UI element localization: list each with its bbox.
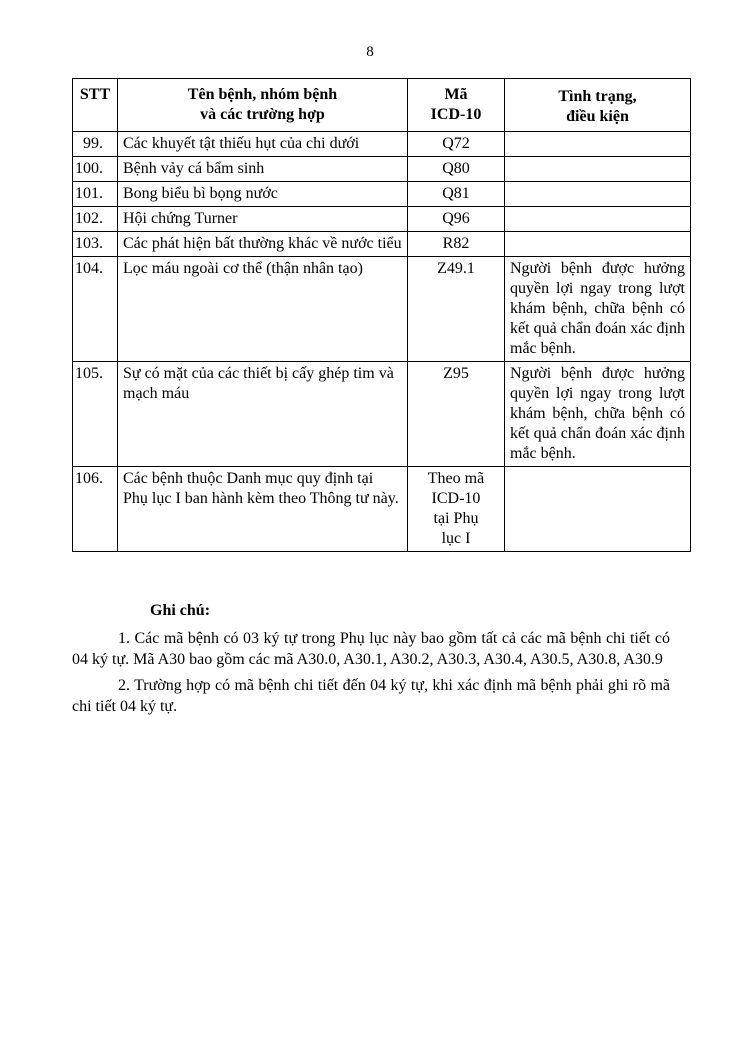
row-disease-name: Các khuyết tật thiếu hụt của chi dưới bbox=[118, 132, 408, 157]
table-row bbox=[73, 467, 691, 552]
row-disease-name: Các bệnh thuộc Danh mục quy định tại Phụ lục I ban hành kèm theo Thông tư này. bbox=[118, 467, 408, 552]
table-row bbox=[73, 132, 691, 157]
row-icd-code: Q81 bbox=[408, 182, 505, 207]
table-row bbox=[73, 182, 691, 207]
header-name: Tên bệnh, nhóm bệnh và các trường hợp bbox=[118, 79, 408, 132]
row-condition: Người bệnh được hưởng quyền lợi ngay trong lượt khám bệnh, chữa bệnh có kết quả chẩn đoán xác định mắc bệnh. bbox=[505, 362, 691, 467]
row-stt: 105. bbox=[73, 362, 118, 467]
row-condition bbox=[505, 157, 691, 182]
row-stt: 100. bbox=[73, 157, 118, 182]
table-row bbox=[73, 207, 691, 232]
row-condition bbox=[505, 467, 691, 552]
row-disease-name: Các phát hiện bất thường khác về nước tiểu bbox=[118, 232, 408, 257]
table-row bbox=[73, 157, 691, 182]
row-disease-name: Hội chứng Turner bbox=[118, 207, 408, 232]
row-disease-name: Lọc máu ngoài cơ thể (thận nhân tạo) bbox=[118, 257, 408, 362]
row-stt: 104. bbox=[73, 257, 118, 362]
row-disease-name: Bong biểu bì bọng nước bbox=[118, 182, 408, 207]
row-icd-code: Q96 bbox=[408, 207, 505, 232]
row-stt: 99. bbox=[73, 132, 118, 157]
notes-title: Ghi chú: bbox=[150, 602, 211, 619]
row-icd-code: Z95 bbox=[408, 362, 505, 467]
row-icd-code: R82 bbox=[408, 232, 505, 257]
row-stt: 102. bbox=[73, 207, 118, 232]
table-row bbox=[73, 232, 691, 257]
header-code: Mã ICD-10 bbox=[408, 79, 505, 132]
table-row bbox=[73, 257, 691, 362]
row-disease-name: Bệnh vảy cá bẩm sinh bbox=[118, 157, 408, 182]
notes-section bbox=[72, 600, 670, 722]
row-icd-code: Q80 bbox=[408, 157, 505, 182]
header-stt: STT bbox=[73, 79, 118, 132]
row-condition: Người bệnh được hưởng quyền lợi ngay trong lượt khám bệnh, chữa bệnh có kết quả chẩn đoán xác định mắc bệnh. bbox=[505, 257, 691, 362]
row-icd-code: Theo mã ICD-10 tại Phụ lục I bbox=[408, 467, 505, 552]
disease-table bbox=[72, 78, 691, 552]
row-disease-name: Sự có mặt của các thiết bị cấy ghép tim và mạch máu bbox=[118, 362, 408, 467]
table-row bbox=[73, 362, 691, 467]
row-condition bbox=[505, 207, 691, 232]
row-stt: 103. bbox=[73, 232, 118, 257]
row-condition bbox=[505, 132, 691, 157]
page-number: 8 bbox=[366, 44, 374, 60]
row-icd-code: Z49.1 bbox=[408, 257, 505, 362]
row-condition bbox=[505, 232, 691, 257]
row-condition bbox=[505, 182, 691, 207]
header-condition: Tình trạng, điều kiện bbox=[505, 79, 691, 132]
table-header-row bbox=[73, 79, 691, 132]
row-icd-code: Q72 bbox=[408, 132, 505, 157]
row-stt: 106. bbox=[73, 467, 118, 552]
note-item: 1. Các mã bệnh có 03 ký tự trong Phụ lục này bao gồm tất cả các mã bệnh chi tiết có 04 ký tự. Mã A30 bao gồm các mã A30.0, A30.1, A30.2, A30.3, A30.4, A30.5, A30.8, A30.9 bbox=[72, 630, 670, 668]
row-stt: 101. bbox=[73, 182, 118, 207]
note-item: 2. Trường hợp có mã bệnh chi tiết đến 04 ký tự, khi xác định mã bệnh phải ghi rõ mã chi tiết 04 ký tự. bbox=[72, 677, 670, 715]
